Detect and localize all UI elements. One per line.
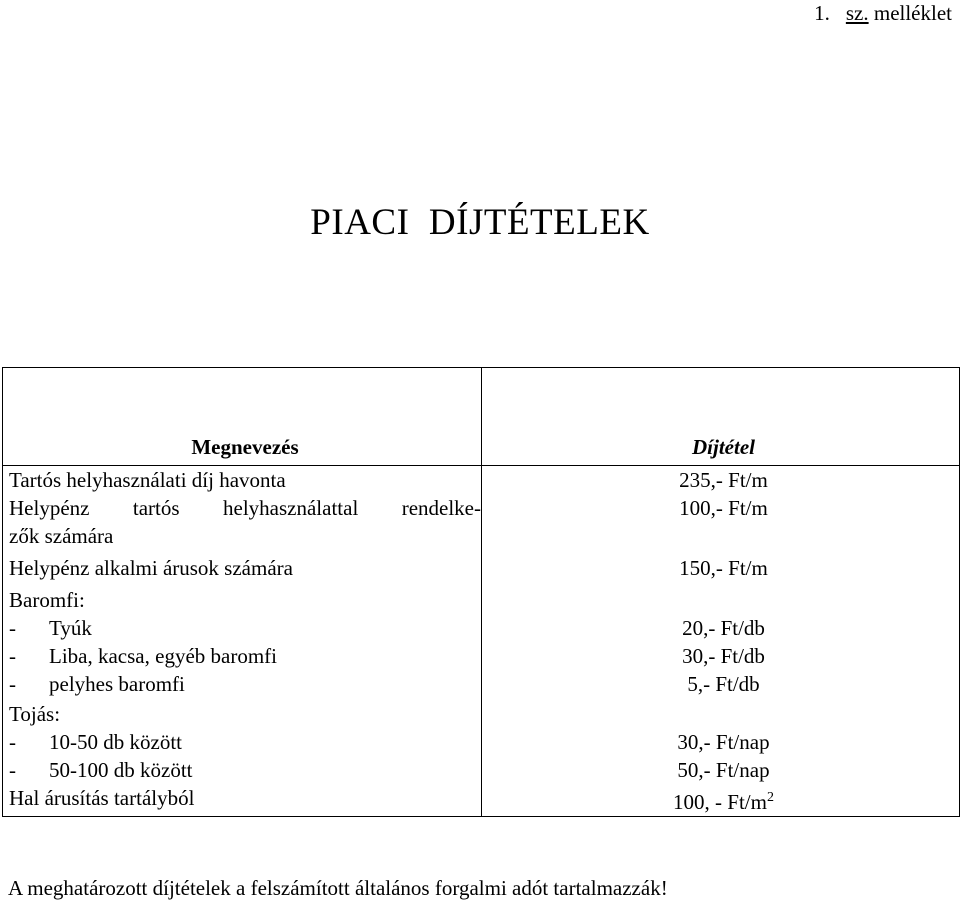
row-name: Helypénz alkalmi árusok számára <box>3 550 482 582</box>
table-row <box>3 642 960 670</box>
row-name-text: 10-50 db között <box>49 730 182 754</box>
row-fee <box>482 784 960 817</box>
row-fee: 20,- Ft/db <box>482 614 960 642</box>
row-name <box>3 614 482 642</box>
table-row <box>3 582 960 614</box>
row-fee-empty <box>482 698 960 728</box>
table-row <box>3 784 960 817</box>
row-name <box>3 670 482 698</box>
row-fee: 100,- Ft/m <box>482 494 960 550</box>
row-dash: - <box>9 758 16 782</box>
row-fee-empty <box>482 582 960 614</box>
vat-note: A meghatározott díjtételek a felszámított általános forgalmi adót tartalmazzák! <box>8 876 668 900</box>
table-row <box>3 494 960 550</box>
header-name: Megnevezés <box>3 368 482 466</box>
row-name-text: Liba, kacsa, egyéb baromfi <box>49 644 277 668</box>
annex-abbrev: sz. <box>845 1 869 25</box>
table-row <box>3 466 960 495</box>
row-name <box>3 728 482 756</box>
row-fee: 5,- Ft/db <box>482 670 960 698</box>
row-dash: - <box>9 616 16 640</box>
row-fee: 30,- Ft/db <box>482 642 960 670</box>
annex-number: 1. <box>814 1 830 25</box>
table-row <box>3 756 960 784</box>
page-title: PIACI DÍJTÉTELEK <box>310 202 650 243</box>
row-name <box>3 756 482 784</box>
row-group-label: Tojás: <box>3 698 482 728</box>
row-fee: 235,- Ft/m <box>482 466 960 495</box>
row-fee: 50,- Ft/nap <box>482 756 960 784</box>
annex-word: melléklet <box>868 1 952 25</box>
row-name <box>3 494 482 550</box>
table-row <box>3 550 960 582</box>
row-group-label: Baromfi: <box>3 582 482 614</box>
row-fee: 30,- Ft/nap <box>482 728 960 756</box>
row-name: Tartós helyhasználati díj havonta <box>3 466 482 495</box>
row-name-line: Helypénz tartós helyhasználattal rendelke- <box>9 496 481 520</box>
row-dash: - <box>9 730 16 754</box>
table-header-row <box>3 368 960 466</box>
table-row <box>3 614 960 642</box>
row-fee-text: 100, - Ft/m <box>673 790 767 814</box>
header-fee: Díjtétel <box>482 368 960 466</box>
row-fee: 150,- Ft/m <box>482 550 960 582</box>
row-name-text: 50-100 db között <box>49 758 193 782</box>
annex-label <box>814 0 952 26</box>
table-row <box>3 698 960 728</box>
row-dash: - <box>9 672 16 696</box>
row-name <box>3 642 482 670</box>
row-name-line: zők számára <box>9 524 114 548</box>
row-dash: - <box>9 644 16 668</box>
fee-table <box>2 367 960 817</box>
row-name: Hal árusítás tartályból <box>3 784 482 817</box>
table-row <box>3 670 960 698</box>
row-fee-exponent: 2 <box>766 790 774 805</box>
row-name-text: pelyhes baromfi <box>49 672 185 696</box>
row-name-text: Tyúk <box>49 616 92 640</box>
table-row <box>3 728 960 756</box>
